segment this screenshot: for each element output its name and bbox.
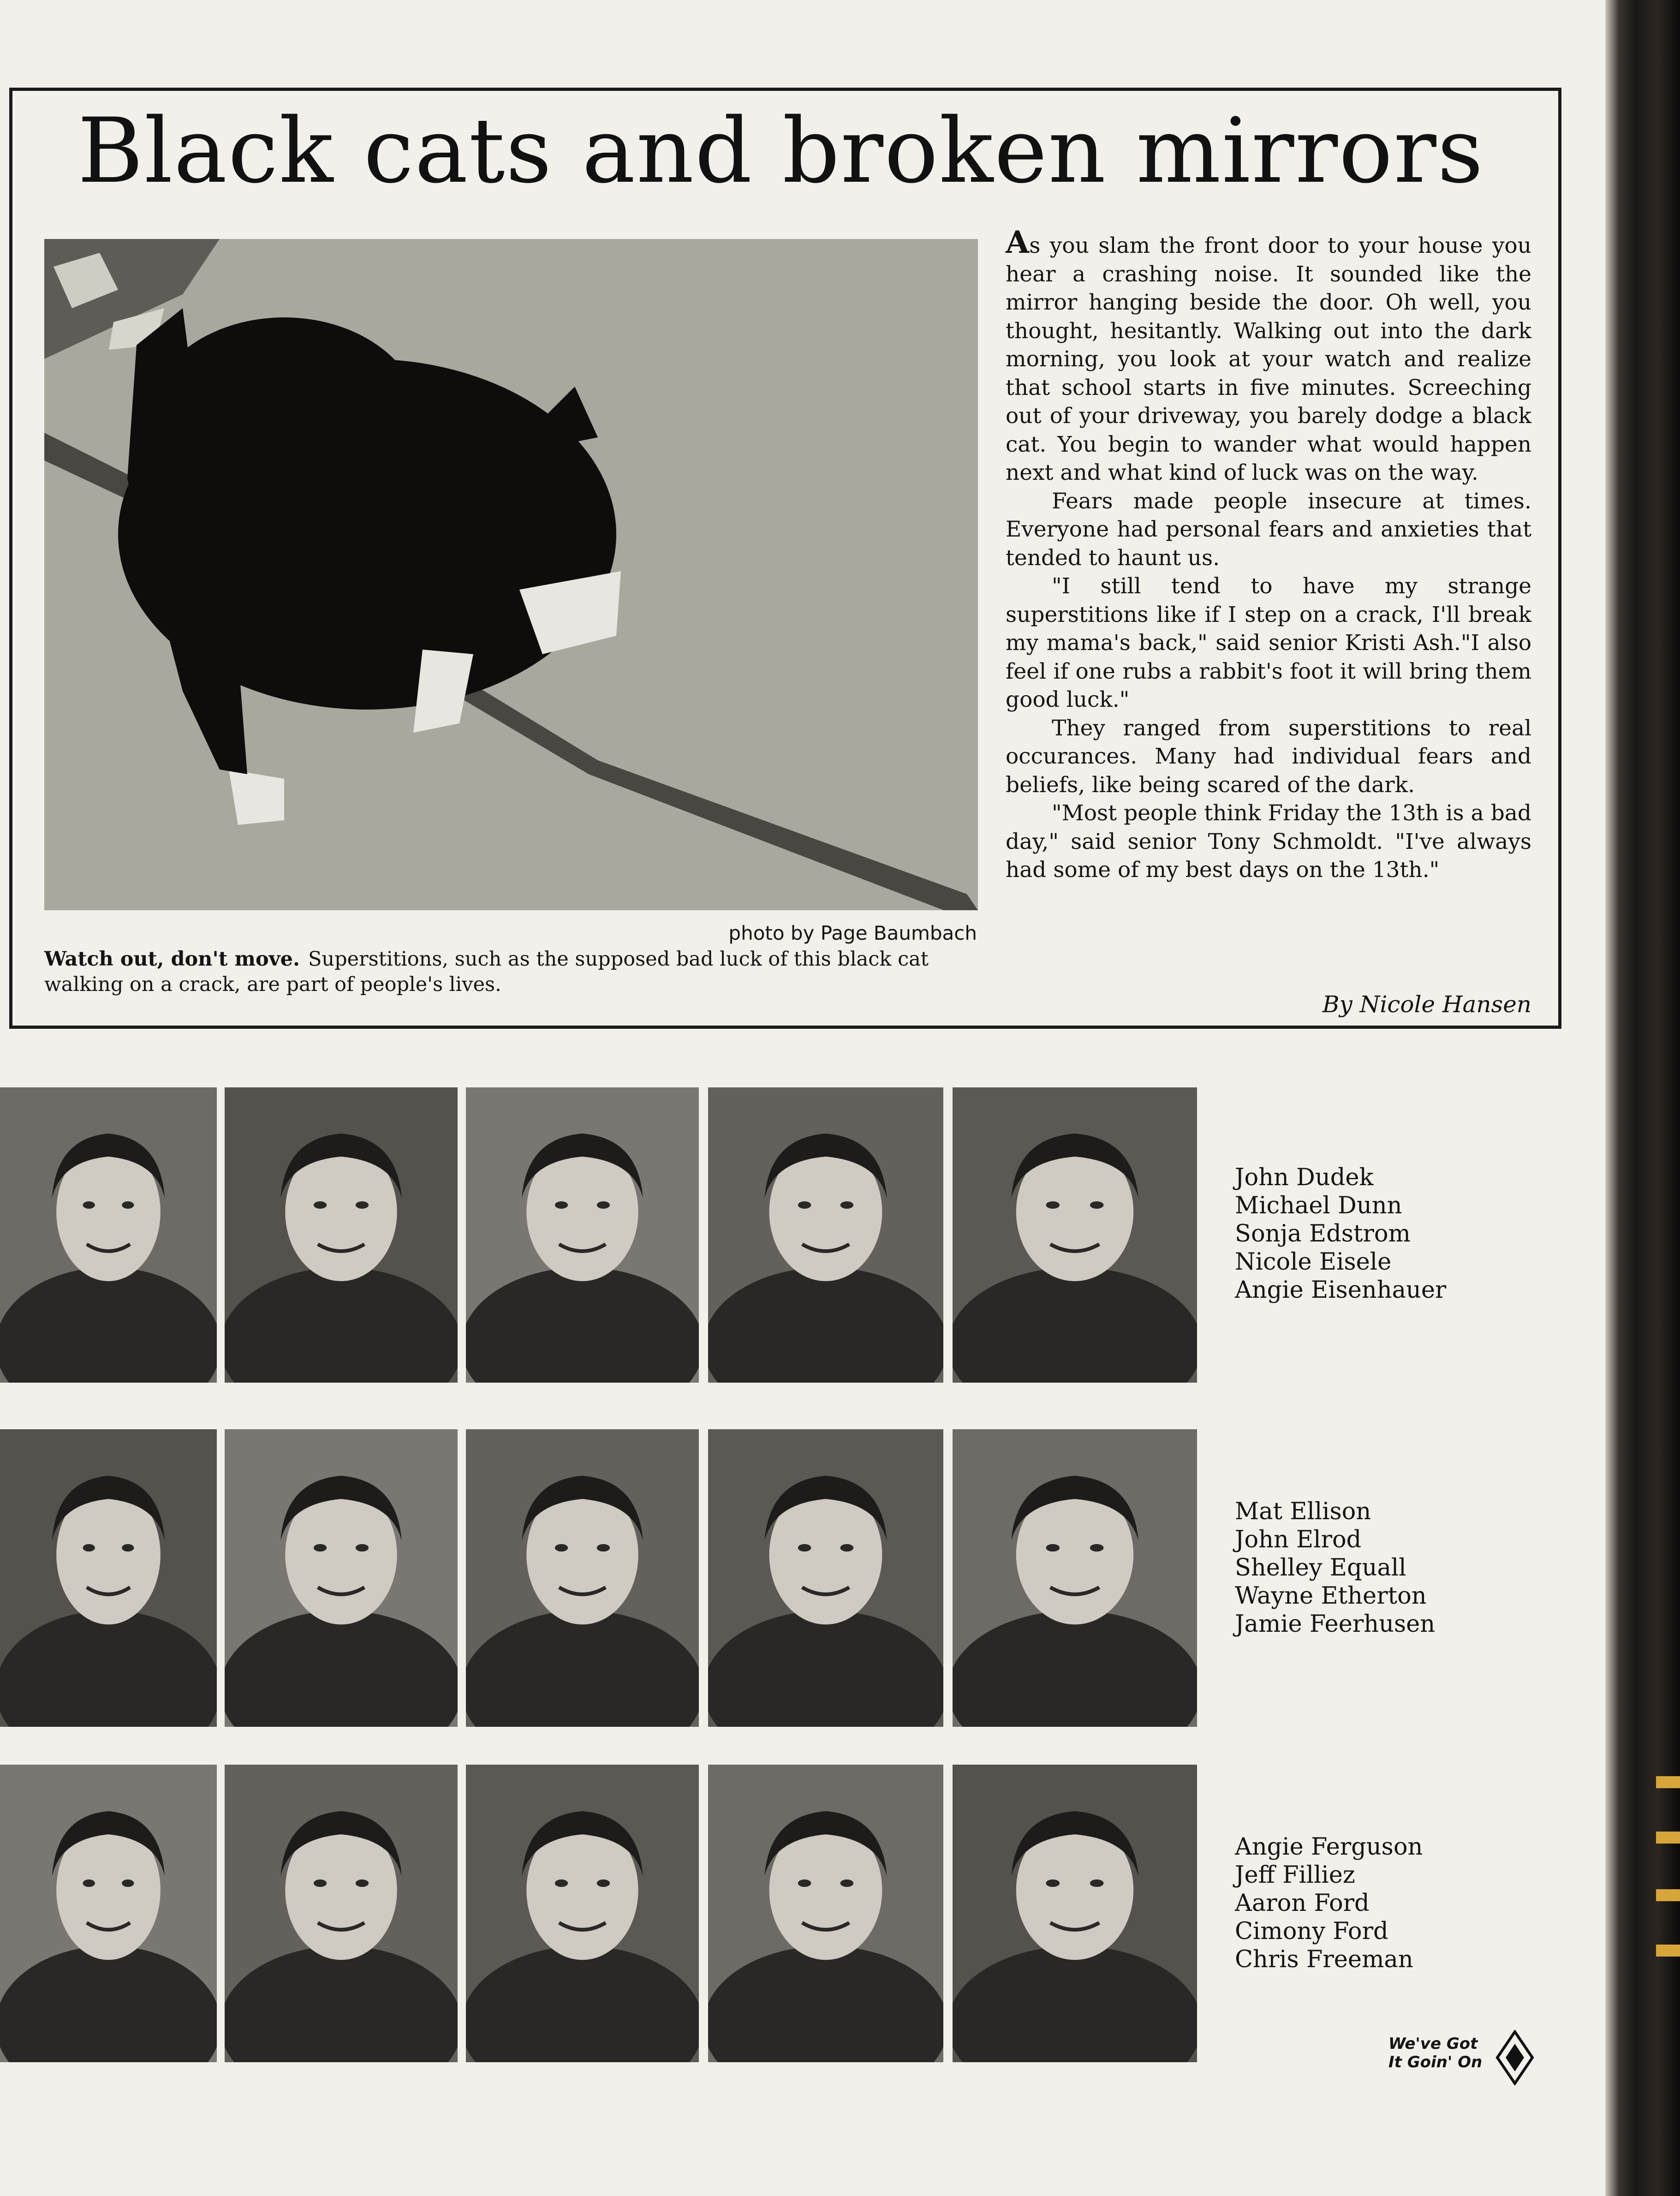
photo-caption: [44, 947, 981, 997]
index-tab: [1656, 1889, 1680, 1901]
logo-line-2: It Goin' On: [1388, 2053, 1483, 2071]
student-name: Mat Ellison: [1235, 1498, 1371, 1525]
student-portrait: [708, 1087, 943, 1383]
student-portrait: [0, 1429, 217, 1727]
student-portrait: [953, 1429, 1197, 1727]
student-portrait: [953, 1765, 1197, 2062]
index-tab: [1656, 1776, 1680, 1788]
student-portrait: [708, 1429, 943, 1727]
index-tab: [1656, 1945, 1680, 1957]
paragraph-2: Fears made people insecure at times. Everyone had personal fears and anxieties that tended to haunt us.: [1006, 488, 1531, 571]
footer-logo: [1388, 2030, 1536, 2085]
student-portrait: [225, 1429, 458, 1727]
caption-text: Superstitions, such as the supposed bad luck of this black cat walking on a crack, are part of people's lives.: [44, 948, 929, 996]
paragraph-1: [1006, 224, 1531, 487]
headline: Black cats and broken mirrors: [77, 99, 1484, 203]
student-name: John Dudek: [1235, 1164, 1374, 1191]
student-name: John Elrod: [1235, 1526, 1362, 1553]
black-cat-photo: [44, 239, 978, 910]
student-portrait: [953, 1087, 1197, 1383]
logo-line-1: We've Got: [1388, 2035, 1478, 2053]
name-list-row-3: [1235, 1833, 1423, 1974]
index-tab: [1656, 1832, 1680, 1844]
student-name: Cimony Ford: [1235, 1918, 1388, 1945]
paragraph-5: "Most people think Friday the 13th is a bad day," said senior Tony Schmoldt. "I've always had some of my best days on the 13th.": [1006, 800, 1531, 883]
name-list-row-1: [1235, 1164, 1446, 1304]
student-portrait: [225, 1765, 458, 2062]
student-name: Wayne Etherton: [1235, 1582, 1427, 1610]
student-name: Shelley Equall: [1235, 1554, 1406, 1581]
student-portrait: [225, 1087, 458, 1383]
article-body: [1006, 224, 1531, 884]
paragraph-1-text: s you slam the front door to your house you hear a crashing noise. It sounded like the mirror hanging beside the door. Oh well, you thought, hesitantly. Walking out into the dark morning, you look at your watch and realize that school starts in five minutes. Screeching out of your driveway, you barely dodge a black cat. You begin to wander what would happen next and what kind of luck was on the way.: [1006, 233, 1531, 485]
student-portrait: [0, 1087, 217, 1383]
student-name: Sonja Edstrom: [1235, 1220, 1411, 1247]
student-name: Aaron Ford: [1235, 1890, 1370, 1917]
student-portrait: [466, 1087, 699, 1383]
student-name: Jeff Filliez: [1235, 1862, 1355, 1889]
student-portrait: [466, 1765, 699, 2062]
student-name: Angie Ferguson: [1235, 1833, 1423, 1861]
student-name: Nicole Eisele: [1235, 1248, 1392, 1276]
paragraph-3: "I still tend to have my strange superstitions like if I step on a crack, I'll break my mama's back," said senior Kristi Ash."I also feel if one rubs a rabbit's foot it will bring them good luck.": [1006, 573, 1531, 712]
name-list-row-2: [1235, 1498, 1435, 1638]
student-portrait: [466, 1429, 699, 1727]
student-name: Jamie Feerhusen: [1235, 1611, 1436, 1638]
diamond-logo-icon: [1495, 2030, 1534, 2085]
student-name: Chris Freeman: [1235, 1946, 1413, 1973]
paragraph-4: They ranged from superstitions to real occurances. Many had individual fears and beliefs, like being scared of the dark.: [1006, 715, 1531, 798]
book-binding: [1605, 0, 1680, 2196]
portrait-grid: [0, 1087, 1197, 2105]
student-name: Angie Eisenhauer: [1235, 1277, 1447, 1304]
byline: By Nicole Hansen: [1322, 991, 1531, 1018]
caption-lead: Watch out, don't move.: [44, 948, 300, 971]
photo-credit: photo by Page Baumbach: [728, 922, 977, 944]
student-name: Michael Dunn: [1235, 1192, 1402, 1219]
student-portrait: [0, 1765, 217, 2062]
dropcap: A: [1006, 224, 1030, 260]
student-portrait: [708, 1765, 943, 2062]
